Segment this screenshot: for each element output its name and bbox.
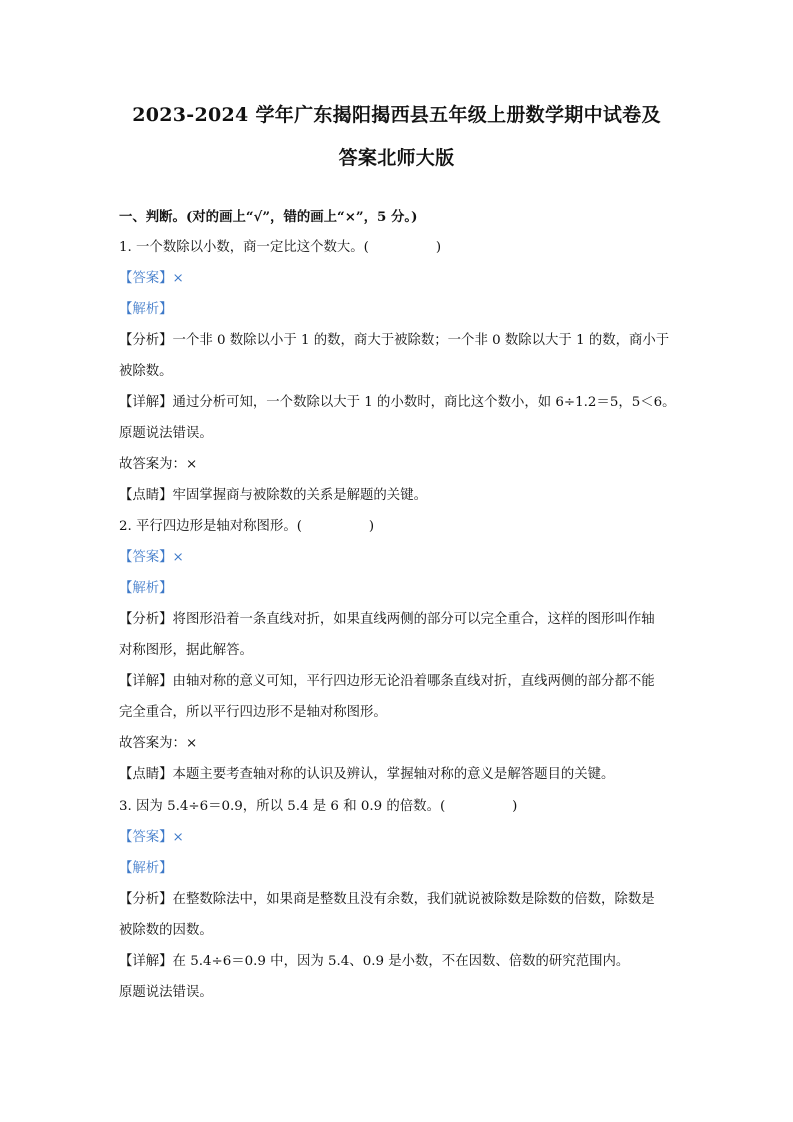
question-2-answer: 【答案】× [119, 550, 184, 565]
question-2-stem: 2. 平行四边形是轴对称图形。( ) [119, 519, 375, 534]
question-2-xiangjie-line-2: 完全重合，所以平行四边形不是轴对称图形。 [119, 705, 387, 720]
document-title-line-1: 2023-2024 学年广东揭阳揭西县五年级上册数学期中试卷及 [132, 104, 661, 126]
question-1-analysis-tag: 【解析】 [119, 302, 173, 317]
question-1-dianjing: 【点睛】牢固掌握商与被除数的关系是解题的关键。 [119, 488, 427, 503]
question-3-xiangjie-line-1: 【详解】在 5.4÷6＝0.9 中，因为 5.4、0.9 是小数，不在因数、倍数的研究范围内。 [119, 954, 630, 969]
question-1-xiangjie-line-2: 原题说法错误。 [119, 426, 213, 441]
question-1-xiangjie-line-1: 【详解】通过分析可知，一个数除以大于 1 的小数时，商比这个数小，如 6÷1.2＝5，5＜6。 [119, 395, 676, 410]
question-2-dianjing: 【点睛】本题主要考查轴对称的认识及辨认，掌握轴对称的意义是解答题目的关键。 [119, 767, 615, 782]
question-3-analysis-tag: 【解析】 [119, 861, 173, 876]
question-2-fenxi-line-2: 对称图形，据此解答。 [119, 643, 253, 658]
question-1-stem: 1. 一个数除以小数，商一定比这个数大。( ) [119, 240, 442, 255]
question-3-fenxi-line-1: 【分析】在整数除法中，如果商是整数且没有余数，我们就说被除数是除数的倍数，除数是 [119, 892, 655, 907]
question-1-answer: 【答案】× [119, 271, 184, 286]
question-1-fenxi-line-1: 【分析】一个非 0 数除以小于 1 的数，商大于被除数；一个非 0 数除以大于 1 的数，商小于 [119, 333, 670, 348]
question-3-xiangjie-line-2: 原题说法错误。 [119, 985, 213, 1000]
question-2-final-answer: 故答案为：× [119, 736, 198, 751]
question-3-fenxi-line-2: 被除数的因数。 [119, 923, 213, 938]
question-2-fenxi-line-1: 【分析】将图形沿着一条直线对折，如果直线两侧的部分可以完全重合，这样的图形叫作轴 [119, 612, 655, 627]
document-title-line-2: 答案北师大版 [338, 147, 455, 169]
question-1-fenxi-line-2: 被除数。 [119, 364, 173, 379]
question-3-stem: 3. 因为 5.4÷6＝0.9，所以 5.4 是 6 和 0.9 的倍数。( ) [119, 799, 518, 814]
section-heading: 一、判断。(对的画上“√”，错的画上“×”，5 分。) [119, 209, 418, 225]
question-2-xiangjie-line-1: 【详解】由轴对称的意义可知，平行四边形无论沿着哪条直线对折，直线两侧的部分都不能 [119, 674, 655, 689]
question-1-final-answer: 故答案为：× [119, 457, 198, 472]
question-2-analysis-tag: 【解析】 [119, 581, 173, 596]
question-3-answer: 【答案】× [119, 830, 184, 845]
